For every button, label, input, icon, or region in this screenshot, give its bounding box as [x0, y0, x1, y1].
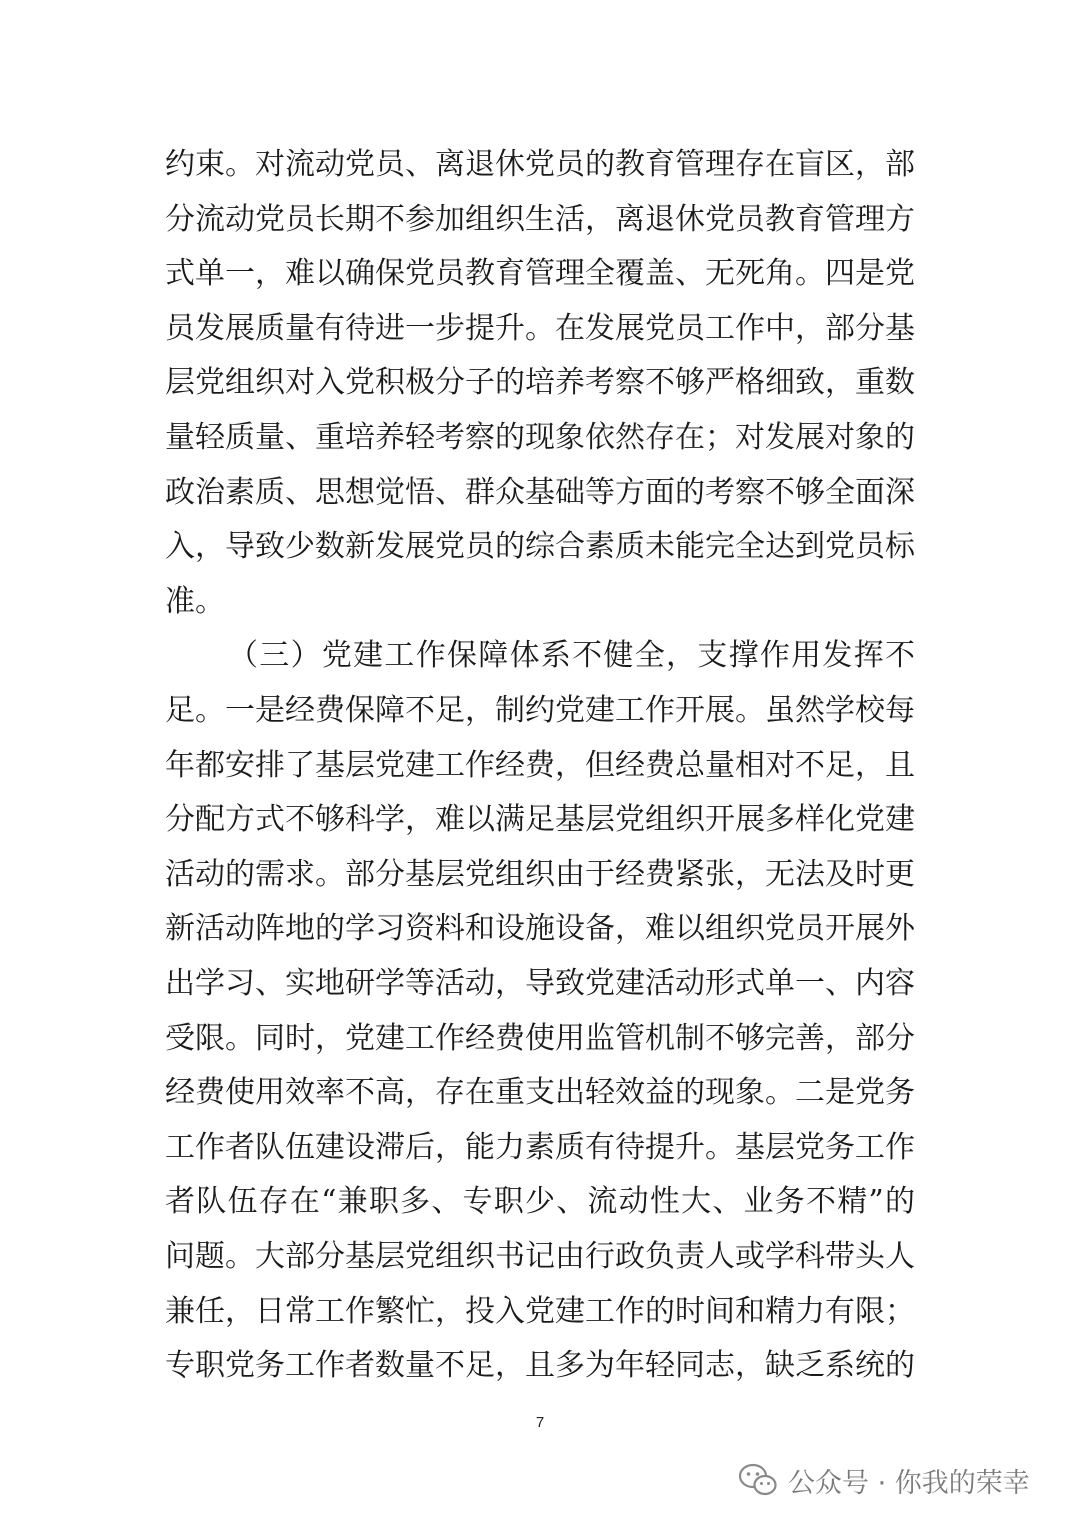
text-line: 量轻质量、重培养轻考察的现象依然存在；对发展对象的: [165, 420, 915, 455]
text-line: 出学习、实地研学等活动，导致党建活动形式单一、内容: [165, 966, 915, 1001]
text-line: 入，导致少数新发展党员的综合素质未能完全达到党员标: [165, 529, 915, 565]
text-line: 工作者队伍建设滞后，能力素质有待提升。基层党务工作: [165, 1129, 915, 1165]
watermark-text: 公众号 · 你我的荣幸: [788, 1467, 1030, 1499]
text-line: 专职党务工作者数量不足，且多为年轻同志，缺乏系统的: [165, 1348, 915, 1384]
text-line: 约束。对流动党员、离退休党员的教育管理存在盲区，部: [165, 147, 915, 182]
text-line: 经费使用效率不高，存在重支出轻效益的现象。二是党务: [165, 1075, 915, 1111]
text-line: 分配方式不够科学，难以满足基层党组织开展多样化党建: [165, 802, 915, 838]
text-line: （三）党建工作保障体系不健全，支撑作用发挥不: [228, 638, 915, 674]
text-line: 活动的需求。部分基层党组织由于经费紧张，无法及时更: [165, 856, 915, 892]
watermark: [738, 1455, 1030, 1505]
text-line: 式单一，难以确保党员教育管理全覆盖、无死角。四是党: [165, 256, 915, 292]
wechat-icon: [738, 1462, 778, 1498]
text-line: 员发展质量有待进一步提升。在发展党员工作中，部分基: [165, 310, 915, 346]
text-line: 受限。同时，党建工作经费使用监管机制不够完善，部分: [165, 1020, 915, 1056]
text-line: 者队伍存在“兼职多、专职少、流动性大、业务不精”的: [165, 1184, 915, 1220]
page-number: 7: [535, 1414, 545, 1431]
text-line: 准。: [165, 583, 225, 619]
text-line: 分流动党员长期不参加组织生活，离退休党员教育管理方: [165, 201, 915, 237]
text-line: 新活动阵地的学习资料和设施设备，难以组织党员开展外: [165, 911, 915, 947]
text-line: 年都安排了基层党建工作经费，但经费总量相对不足，且: [165, 747, 915, 783]
text-line: 层党组织对入党积极分子的培养考察不够严格细致，重数: [165, 365, 915, 401]
text-line: 兼任，日常工作繁忙，投入党建工作的时间和精力有限；: [165, 1293, 915, 1329]
text-line: 政治素质、思想觉悟、群众基础等方面的考察不够全面深: [165, 474, 915, 510]
text-line: 足。一是经费保障不足，制约党建工作开展。虽然学校每: [165, 693, 915, 728]
text-line: 问题。大部分基层党组织书记由行政负责人或学科带头人: [165, 1239, 915, 1274]
